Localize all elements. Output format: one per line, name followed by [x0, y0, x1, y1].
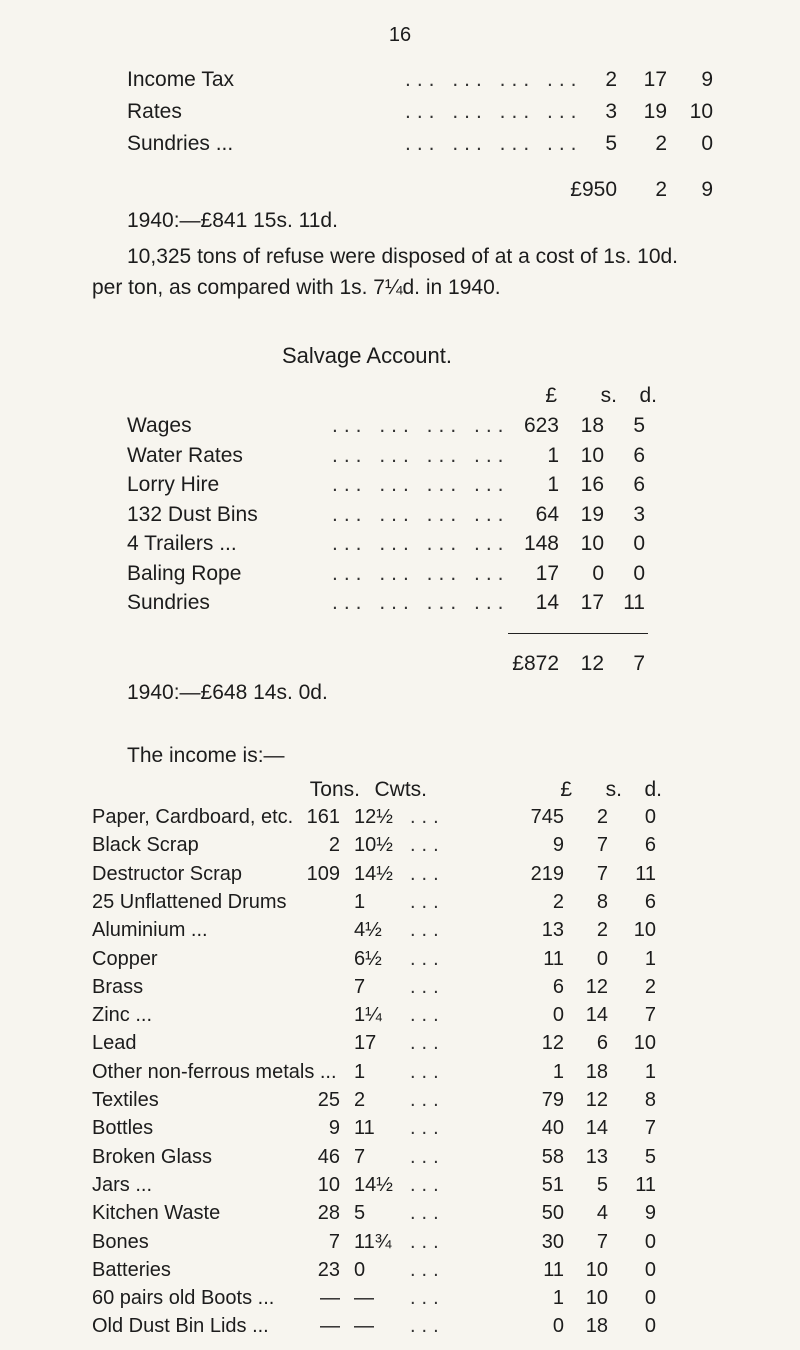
income-tons: 28	[317, 1202, 340, 1225]
salvage-prev-year-note: 1940:—£648 14s. 0d.	[127, 681, 328, 704]
salvage-label: Baling Rope	[127, 561, 242, 585]
income-pence: 6	[644, 834, 656, 857]
income-shillings: 12	[585, 1089, 608, 1111]
expense-pounds: 2	[605, 68, 617, 91]
income-cwts: 7	[354, 975, 366, 998]
income-pence: 0	[644, 1230, 656, 1253]
income-shillings: 0	[596, 947, 608, 970]
income-shillings: 13	[585, 1145, 608, 1168]
income-cwts: 14½	[354, 862, 393, 885]
income-pounds: 30	[541, 1230, 564, 1253]
expense-shillings: 2	[655, 132, 667, 155]
income-row	[92, 1058, 792, 1086]
income-pence: 6	[644, 890, 656, 913]
income-label: Aluminium ...	[92, 919, 208, 942]
leader-dots: ... ... ... ...	[332, 502, 510, 526]
leader-dots: ... ... ... ...	[332, 443, 510, 467]
income-pounds: 1	[552, 1060, 564, 1083]
income-pence: 5	[644, 1145, 656, 1168]
income-row	[92, 888, 792, 916]
header-pounds: £	[545, 384, 557, 407]
expense-pounds: 3	[605, 100, 617, 123]
salvage-pence: 11	[623, 591, 645, 614]
income-shillings: 6	[596, 1032, 608, 1055]
leader-dots: ...	[410, 1230, 445, 1253]
income-label: Lead	[92, 1032, 137, 1055]
income-shillings: 10	[585, 1258, 608, 1281]
expense-pence: 10	[689, 100, 713, 123]
leader-dots: ...	[410, 1315, 445, 1338]
income-cwts: 12½	[354, 806, 393, 828]
income-row	[92, 916, 792, 944]
income-tons: —	[320, 1315, 340, 1338]
income-label: Zinc ...	[92, 1004, 153, 1027]
income-pence: 10	[633, 919, 656, 942]
salvage-row	[127, 440, 727, 472]
income-cwts: —	[354, 1287, 374, 1310]
income-label: Textiles	[92, 1089, 159, 1111]
expense-shillings: 19	[643, 100, 667, 123]
expense-row	[127, 128, 727, 160]
income-row	[92, 803, 792, 831]
income-cwts: 4½	[354, 919, 382, 942]
income-tons: 10	[317, 1173, 340, 1196]
income-pounds: 12	[541, 1032, 564, 1055]
income-shillings: 2	[596, 919, 608, 942]
expense-row	[127, 96, 727, 128]
header-shillings: s.	[600, 384, 617, 407]
income-pounds: 6	[552, 975, 564, 998]
salvage-row	[127, 558, 727, 590]
income-cwts: 10½	[354, 834, 393, 857]
leader-dots: ...	[410, 1145, 445, 1168]
refuse-text-line1: 10,325 tons of refuse were disposed of at a cost of 1s. 10d.	[127, 245, 679, 268]
expense-pence: 9	[701, 68, 713, 91]
income-pounds: 9	[552, 834, 564, 857]
income-pence: 0	[644, 806, 656, 828]
salvage-label: 132 Dust Bins	[127, 502, 258, 526]
salvage-header-row	[127, 380, 727, 412]
income-shillings: 2	[596, 806, 608, 828]
salvage-pounds: 1	[547, 443, 559, 467]
income-tons: —	[320, 1287, 340, 1310]
income-label: Destructor Scrap	[92, 862, 243, 885]
income-shillings: 10	[585, 1287, 608, 1310]
income-row	[92, 1086, 792, 1114]
income-pence: 10	[633, 1032, 656, 1055]
leader-dots: ...	[410, 1287, 445, 1310]
income-label: Copper	[92, 947, 158, 970]
leader-dots: ...	[410, 1004, 445, 1027]
leader-dots: ...	[410, 862, 445, 885]
income-pence: 9	[644, 1202, 656, 1225]
income-shillings: 7	[596, 834, 608, 857]
leader-dots: ... ... ... ...	[332, 473, 510, 496]
prev-year-note: 1940:—£841 15s. 11d.	[127, 209, 338, 232]
header-pounds: £	[560, 778, 572, 801]
page-number: 16	[388, 24, 412, 46]
income-cwts: 1¼	[354, 1004, 382, 1027]
income-label: Bones	[92, 1230, 149, 1253]
income-row	[92, 1199, 792, 1227]
salvage-row	[127, 469, 727, 501]
salvage-row	[127, 410, 727, 442]
income-pence: 0	[644, 1287, 656, 1310]
income-pounds: 79	[541, 1089, 564, 1111]
income-label: Paper, Cardboard, etc.	[92, 806, 294, 828]
income-label: Other non-ferrous metals ...	[92, 1060, 337, 1083]
salvage-total-shillings: 12	[580, 652, 604, 675]
leader-dots: ...	[410, 1258, 445, 1281]
leader-dots: ...	[410, 1060, 445, 1083]
income-row	[92, 1143, 792, 1171]
income-shillings: 7	[596, 862, 608, 885]
income-row	[92, 1312, 792, 1340]
salvage-pence: 6	[633, 443, 645, 467]
income-pounds: 58	[541, 1145, 564, 1168]
salvage-pence: 0	[633, 532, 645, 555]
income-label: Brass	[92, 975, 144, 998]
income-cwts: 1	[354, 1060, 366, 1083]
income-shillings: 14	[585, 1004, 608, 1027]
expense-pounds: 5	[605, 132, 617, 155]
income-row	[92, 945, 792, 973]
salvage-shillings: 16	[580, 473, 604, 496]
income-shillings: 14	[585, 1117, 608, 1140]
income-row	[92, 1256, 792, 1284]
header-tons: Tons.	[309, 778, 360, 801]
income-row	[92, 1001, 792, 1029]
salvage-pence: 6	[633, 473, 645, 496]
leader-dots: ...	[410, 975, 445, 998]
income-pounds: 50	[541, 1202, 564, 1225]
expense-pence: 0	[701, 132, 713, 155]
income-row	[92, 1114, 792, 1142]
leader-dots: ...	[410, 947, 445, 970]
salvage-shillings: 10	[580, 532, 604, 555]
income-label: 25 Unflattened Drums	[92, 890, 287, 913]
income-tons: 2	[328, 834, 340, 857]
leader-dots: ... ... ... ...	[332, 561, 510, 585]
salvage-total-row	[127, 648, 727, 680]
salvage-pounds: 17	[535, 561, 559, 585]
salvage-title: Salvage Account.	[282, 343, 453, 368]
income-tons: 46	[317, 1145, 340, 1168]
income-cwts: 11	[354, 1117, 375, 1140]
income-cwts: 7	[354, 1145, 366, 1168]
income-pounds: 745	[530, 806, 564, 828]
income-label: Batteries	[92, 1258, 171, 1281]
income-pence: 1	[644, 1060, 656, 1083]
leader-dots: ...	[410, 919, 445, 942]
income-pence: 11	[635, 1173, 656, 1196]
refuse-text-line2: per ton, as compared with 1s. 7¼d. in 1940.	[92, 276, 501, 299]
salvage-shillings: 19	[580, 502, 604, 526]
income-row	[92, 860, 792, 888]
income-pounds: 11	[543, 1258, 564, 1281]
header-pence: d.	[639, 384, 657, 407]
salvage-pounds: 623	[523, 414, 559, 437]
expense-total-row	[127, 174, 727, 206]
salvage-shillings: 17	[580, 591, 604, 614]
leader-dots: ...	[410, 1032, 445, 1055]
income-row	[92, 1284, 792, 1312]
income-pounds: 1	[552, 1287, 564, 1310]
income-tons: 109	[306, 862, 340, 885]
income-pence: 0	[644, 1258, 656, 1281]
income-shillings: 7	[596, 1230, 608, 1253]
salvage-label: 4 Trailers ...	[127, 532, 237, 555]
income-label: Black Scrap	[92, 834, 199, 857]
income-cwts: 1	[354, 890, 366, 913]
leader-dots: ... ... ... ...	[405, 132, 583, 155]
income-shillings: 12	[585, 975, 608, 998]
expense-label: Income Tax	[127, 68, 234, 91]
leader-dots: ... ... ... ...	[332, 414, 510, 437]
income-label: Jars ...	[92, 1173, 153, 1196]
leader-dots: ...	[410, 1173, 445, 1196]
income-shillings: 18	[585, 1315, 608, 1338]
leader-dots: ... ... ... ...	[332, 532, 510, 555]
income-pounds: 13	[541, 919, 564, 942]
expense-label: Rates	[127, 100, 182, 123]
income-row	[92, 973, 792, 1001]
income-pounds: 11	[543, 947, 564, 970]
income-pounds: 2	[552, 890, 564, 913]
income-pence: 8	[644, 1089, 656, 1111]
income-cwts: 5	[354, 1202, 366, 1225]
salvage-pounds: 14	[535, 591, 559, 614]
income-pounds: 51	[541, 1173, 564, 1196]
income-shillings: 5	[596, 1173, 608, 1196]
salvage-row	[127, 528, 727, 560]
income-header-row	[92, 774, 792, 806]
income-cwts: 2	[354, 1089, 366, 1111]
leader-dots: ...	[410, 1117, 445, 1140]
income-label: Old Dust Bin Lids ...	[92, 1315, 269, 1338]
salvage-pence: 3	[633, 502, 645, 526]
salvage-pounds: 148	[523, 532, 559, 555]
leader-dots: ...	[410, 1089, 445, 1111]
salvage-total-pounds: £872	[512, 652, 559, 675]
salvage-shillings: 0	[592, 561, 604, 585]
income-cwts: 11¾	[354, 1230, 392, 1253]
salvage-label: Lorry Hire	[127, 473, 220, 496]
leader-dots: ... ... ... ...	[332, 591, 510, 614]
income-label: 60 pairs old Boots ...	[92, 1287, 275, 1310]
salvage-shillings: 10	[580, 443, 604, 467]
income-shillings: 4	[596, 1202, 608, 1225]
salvage-pounds: 64	[535, 502, 559, 526]
income-row	[92, 1029, 792, 1057]
income-shillings: 8	[596, 890, 608, 913]
income-label: Bottles	[92, 1117, 154, 1140]
salvage-row	[127, 587, 727, 619]
expense-total-pounds: £950	[570, 178, 617, 201]
income-intro: The income is:—	[127, 744, 285, 767]
header-shillings: s.	[605, 778, 622, 801]
income-label: Broken Glass	[92, 1145, 213, 1168]
income-tons: 23	[317, 1258, 340, 1281]
income-pounds: 40	[541, 1117, 564, 1140]
salvage-label: Sundries	[127, 591, 210, 614]
income-cwts: —	[354, 1315, 374, 1338]
salvage-pence: 5	[633, 414, 645, 437]
salvage-label: Wages	[127, 414, 192, 437]
income-label: Kitchen Waste	[92, 1202, 221, 1225]
salvage-row	[127, 499, 727, 531]
salvage-total-rule	[508, 633, 648, 634]
leader-dots: ... ... ... ...	[405, 68, 583, 91]
expense-total-pence: 9	[701, 178, 713, 201]
income-pounds: 0	[552, 1004, 564, 1027]
salvage-total-pence: 7	[633, 652, 645, 675]
expense-label: Sundries ...	[127, 132, 234, 155]
income-tons: 25	[317, 1089, 340, 1111]
income-tons: 161	[306, 806, 340, 828]
income-pence: 11	[635, 862, 656, 885]
leader-dots: ...	[410, 890, 445, 913]
leader-dots: ...	[410, 834, 445, 857]
income-pence: 7	[644, 1004, 656, 1027]
income-pence: 1	[644, 947, 656, 970]
leader-dots: ...	[410, 1202, 445, 1225]
income-cwts: 0	[354, 1258, 366, 1281]
expense-shillings: 17	[643, 68, 667, 91]
income-row	[92, 831, 792, 859]
income-pence: 7	[644, 1117, 656, 1140]
income-tons: 7	[328, 1230, 340, 1253]
salvage-label: Water Rates	[127, 443, 243, 467]
expense-total-shillings: 2	[655, 178, 667, 201]
income-cwts: 17	[354, 1032, 377, 1055]
salvage-pence: 0	[633, 561, 645, 585]
income-tons: 9	[328, 1117, 340, 1140]
leader-dots: ... ... ... ...	[405, 100, 583, 123]
income-cwts: 14½	[354, 1173, 393, 1196]
income-row	[92, 1171, 792, 1199]
income-row	[92, 1228, 792, 1256]
income-pounds: 219	[530, 862, 564, 885]
income-pence: 0	[644, 1315, 656, 1338]
income-shillings: 18	[585, 1060, 608, 1083]
income-pounds: 0	[552, 1315, 564, 1338]
leader-dots: ...	[410, 806, 445, 828]
income-cwts: 6½	[354, 947, 382, 970]
expense-row	[127, 64, 727, 96]
salvage-pounds: 1	[547, 473, 559, 496]
header-pence: d.	[644, 778, 662, 801]
income-pence: 2	[644, 975, 656, 998]
header-cwts: Cwts.	[374, 778, 427, 801]
salvage-shillings: 18	[580, 414, 604, 437]
